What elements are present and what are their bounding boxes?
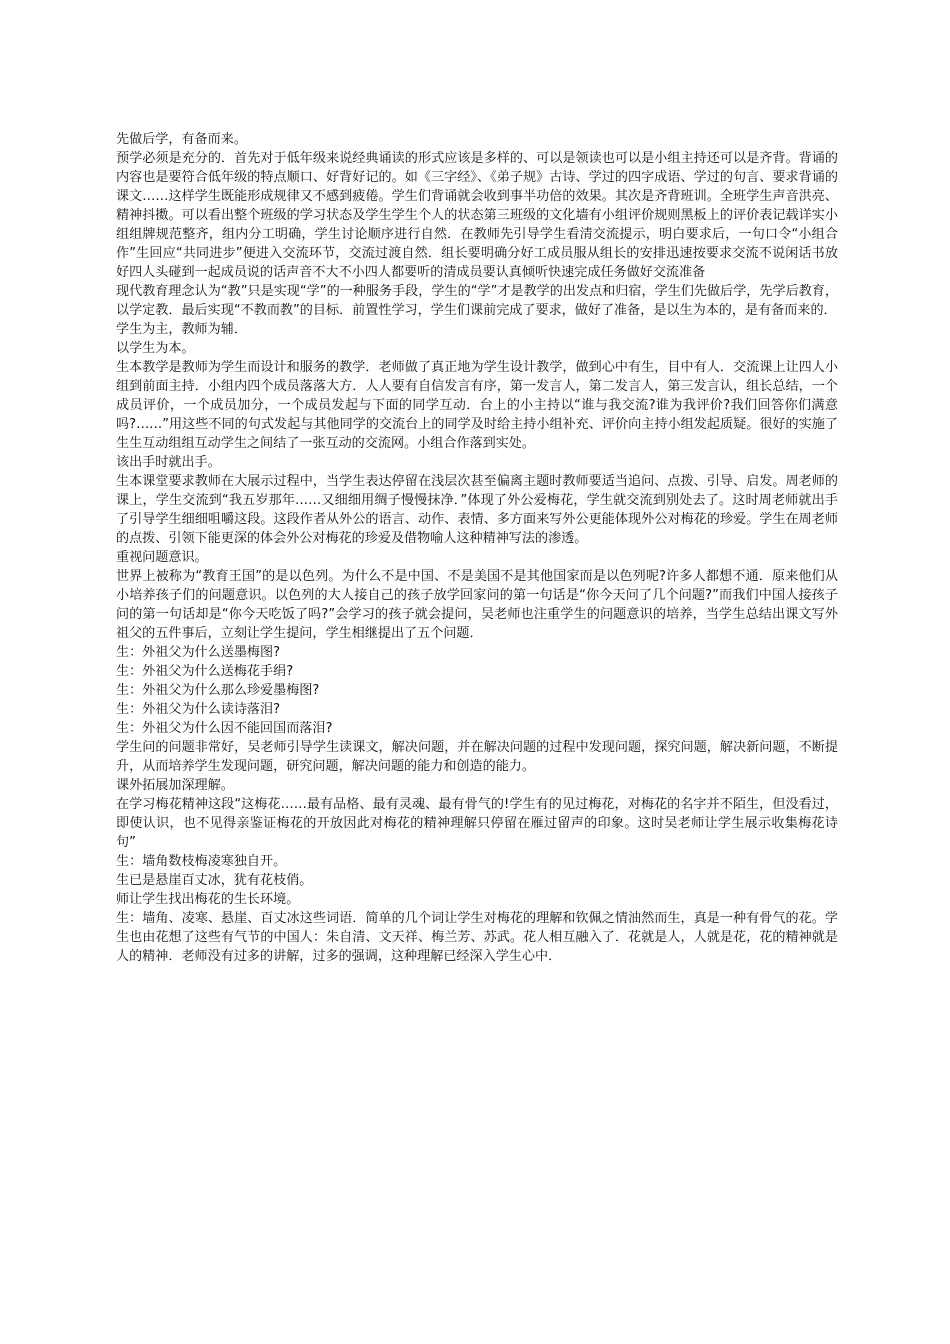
teacher-instruction: 师让学生找出梅花的生长环境。 [116, 892, 300, 907]
paragraph-heading: 学生为主，教师为辅． [116, 322, 247, 337]
paragraph-heading: 课外拓展加深理解。 [116, 778, 234, 793]
paragraph: 现代教育理念认为“教”只是实现“学”的一种服务手段，学生的“学”才是教学的出发点和归宿，学生们先做后学，先学后教育，以学定教．最后实现“不教而教”的目标．前置性学习，学生们课前完成了要求，做好了准备，是以生为本的，是有备而来的． [116, 284, 838, 318]
paragraph: 在学习梅花精神这段“这梅花……最有品格、最有灵魂、最有骨气的!学生有的见过梅花，对梅花的名字并不陌生，但没看过，即使认识，也不见得亲鉴证梅花的开放因此对梅花的精神理解只停留在雁过留声的印象。这时吴老师让学生展示收集梅花诗句” [116, 797, 838, 850]
paragraph: 生本教学是教师为学生而设计和服务的教学．老师做了真正地为学生设计教学，做到心中有生，目中有人．交流课上让四人小组到前面主持．小组内四个成员落落大方．人人要有自信发言有序，第一发言人，第二发言人，第三发言认，组长总结，一个成员评价，一个成员加分，一个成员发起与下面的同学互动．台上的小主持以“谁与我交流?谁为我评价?我们回答你们满意吗?……”用这些不同的句式发起与其他同学的交流台上的同学及时给主持小组补充、评价向主持小组发起质疑。很好的实施了生生互动组组互动学生之间结了一张互动的交流网。小组合作落到实处。 [116, 360, 838, 451]
paragraph: 世界上被称为“教育王国”的是以色列。为什么不是中国、不是美国不是其他国家而是以色列呢?许多人都想不通．原来他们从小培养孩子们的问题意识。以色列的大人接自己的孩子放学回家问的第一句话是“你今天问了几个问题?”而我们中国人接孩子问的第一句话却是“你今天吃饭了吗?”会学习的孩子就会提问，吴老师也注重学生的问题意识的培养，当学生总结出课文写外祖父的五件事后，立刻让学生提问，学生相继提出了五个问题． [116, 569, 838, 641]
paragraph: 学生问的问题非常好，吴老师引导学生读课文，解决问题，并在解决问题的过程中发现问题，探究问题，解决新问题，不断提升，从而培养学生发现问题，研究问题，解决问题的能力和创造的能力。 [116, 740, 838, 774]
student-question: 生：外祖父为什么送梅花手绢? [116, 664, 294, 679]
student-answer: 生：墙角数枝梅凌寒独自开。 [116, 854, 287, 869]
student-question: 生：外祖父为什么那么珍爱墨梅图? [116, 683, 320, 698]
student-answer: 生已是悬崖百丈冰，犹有花枝俏。 [116, 873, 313, 888]
paragraph-heading: 以学生为本。 [116, 341, 195, 356]
paragraph: 预学必须是充分的．首先对于低年级来说经典诵读的形式应该是多样的、可以是领读也可以是小组主持还可以是齐背。背诵的内容也是要符合低年级的特点顺口、好背好记的。如《三字经》、《弟子规》古诗、学过的四字成语、学过的句言、要求背诵的课文……这样学生既能形成规律又不感到疲倦。学生们背诵就会收到事半功倍的效果。其次是齐背班训。全班学生声音洪亮、精神抖擞。可以看出整个班级的学习状态及学生学生个人的状态第三班级的文化墙有小组评价规则黑板上的评价表记载详实小组组牌规范整齐，组内分工明确，学生讨论顺序进行自然．在教师先引导学生看清交流提示，明白要求后，一句口令“小组合作”生回应“共同进步”便进入交流环节，交流过渡自然．组长要明确分好工成员服从组长的安排迅速按要求交流不说闲话书放好四人头碰到一起成员说的话声音不大不小四人都要听的清成员要认真倾听快速完成任务做好交流准备 [116, 151, 838, 280]
paragraph-heading: 该出手时就出手。 [116, 455, 221, 470]
student-question: 生：外祖父为什么因不能回国而落泪? [116, 721, 333, 736]
paragraph: 生本课堂要求教师在大展示过程中，当学生表达停留在浅层次甚至偏离主题时教师要适当追问、点拨、引导、启发。周老师的课上，学生交流到“我五岁那年……又细细用绸子慢慢抹净．”体现了外公爱梅花，学生就交流到别处去了。这时周老师就出手了引导学生细细咀嚼这段。这段作者从外公的语言、动作、表情、多方面来写外公更能体现外公对梅花的珍爱。学生在周老师的点拨、引领下能更深的体会外公对梅花的珍爱及借物喻人这种精神写法的渗透。 [116, 474, 838, 546]
paragraph-heading: 重视问题意识。 [116, 550, 208, 565]
student-question: 生：外祖父为什么读诗落泪? [116, 702, 281, 717]
document-body [116, 130, 838, 966]
student-question: 生：外祖父为什么送墨梅图? [116, 645, 281, 660]
paragraph-heading-preview: 先做后学，有备而来。 [116, 132, 247, 147]
paragraph: 生：墙角、凌寒、悬崖、百丈冰这些词语．简单的几个词让学生对梅花的理解和钦佩之情油然而生，真是一种有骨气的花。学生也由花想了这些有气节的中国人：朱自清、文天祥、梅兰芳、苏武。花人相互融入了．花就是人，人就是花，花的精神就是人的精神．老师没有过多的讲解，过多的强调，这种理解已经深入学生心中． [116, 911, 838, 964]
